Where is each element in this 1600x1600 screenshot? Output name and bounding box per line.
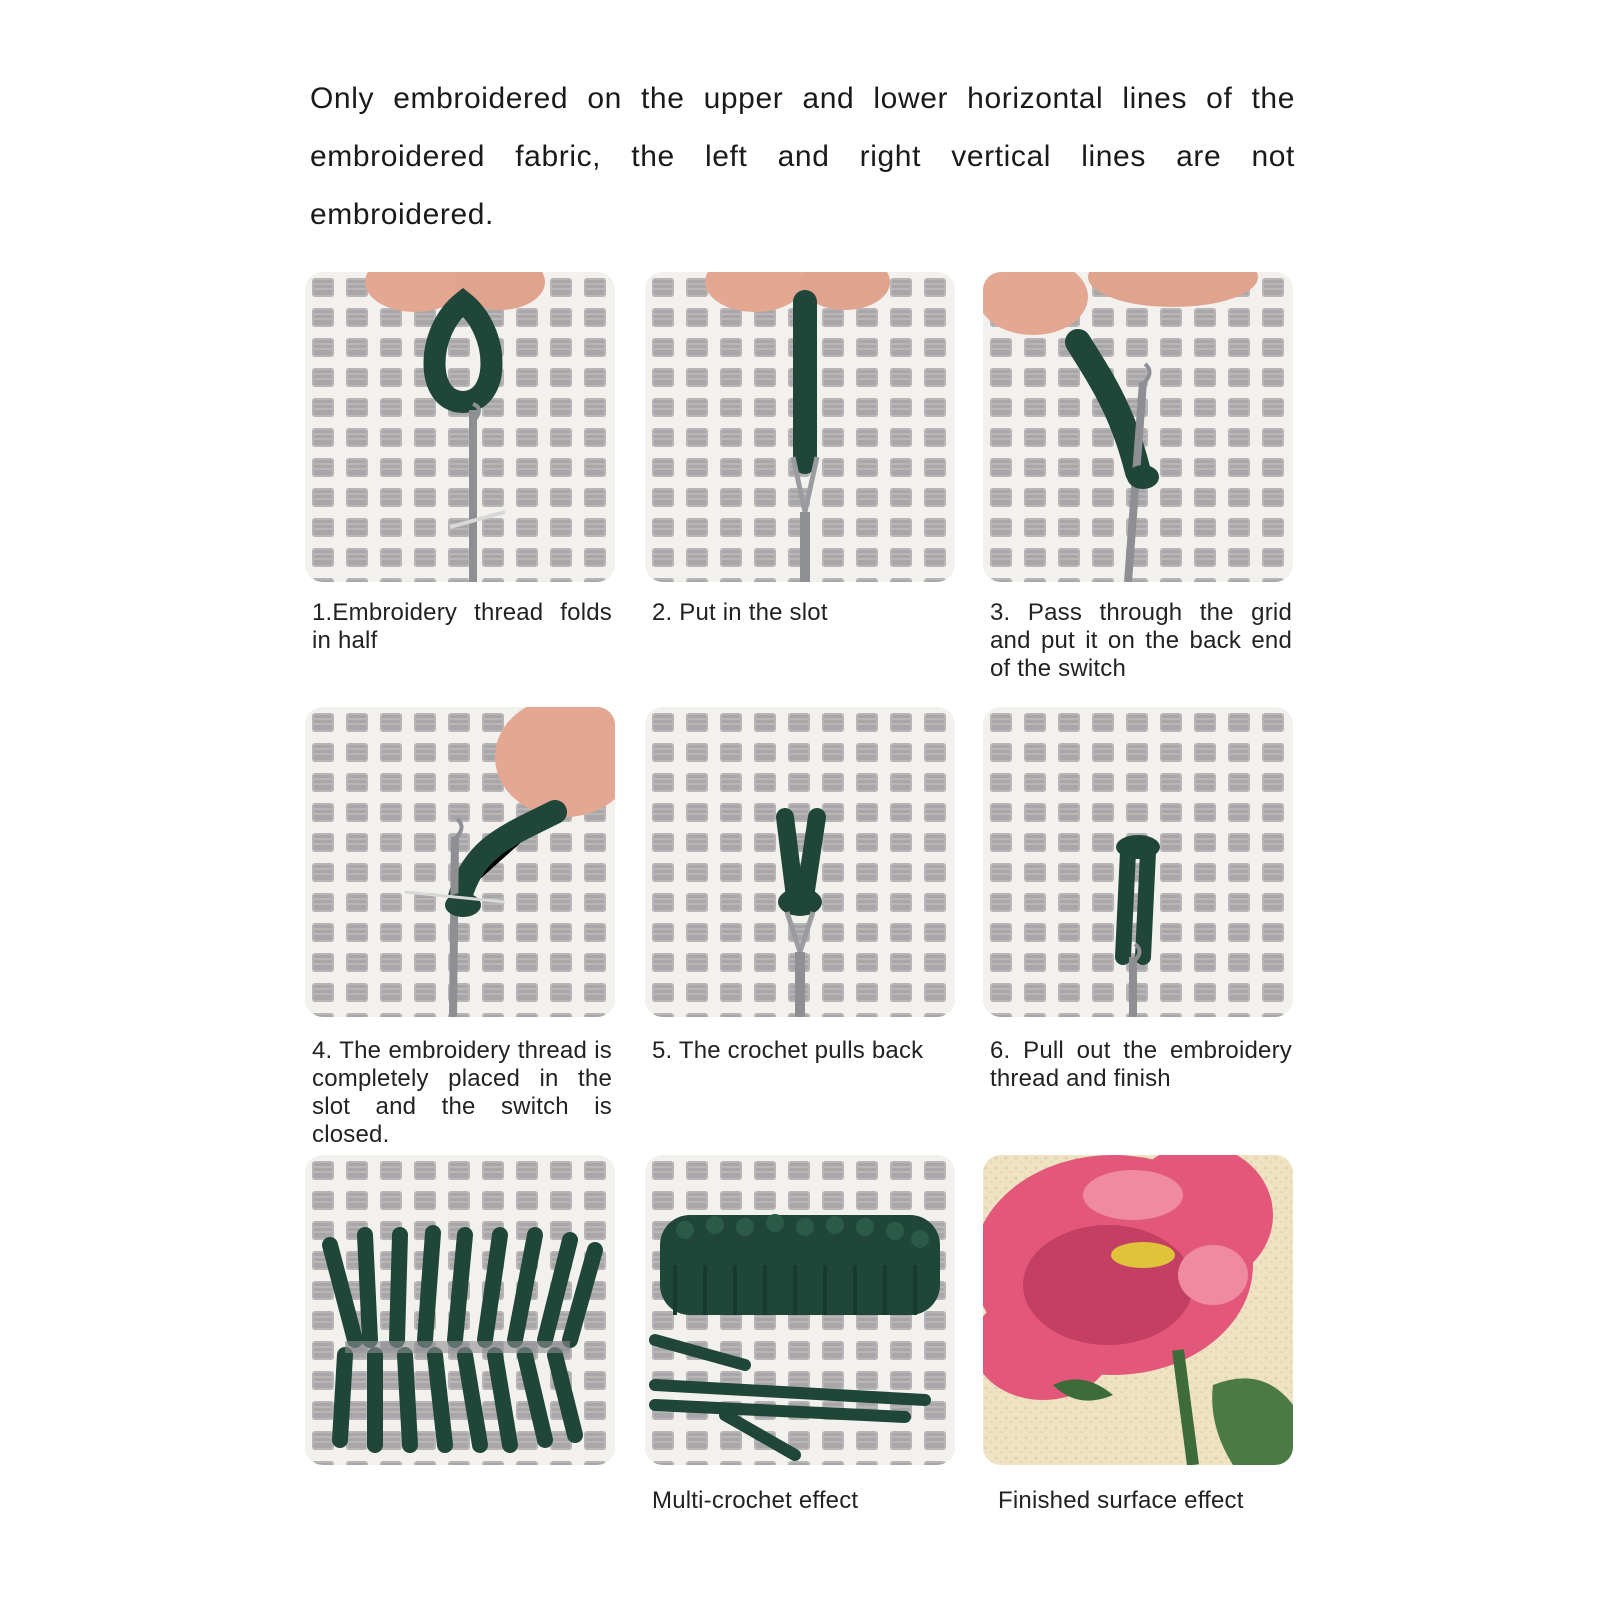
step-1-caption: 1.Embroidery thread folds in half [312, 599, 612, 654]
finished-surface-caption: Finished surface effect [998, 1487, 1244, 1514]
step-3-photo [983, 272, 1293, 582]
step-2-photo [645, 272, 955, 582]
multi-crochet-photo [645, 1155, 955, 1465]
step-5-photo [645, 707, 955, 1017]
row-pile-photo [305, 1155, 615, 1465]
step-4-caption: 4. The embroidery thread is completely placed in the slot and the switch is closed. [312, 1037, 612, 1148]
intro-text: Only embroidered on the upper and lower horizontal lines of the embroidered fabric, the left and right vertical lines are not embroidered. [310, 82, 1295, 231]
step-4-photo [305, 707, 615, 1017]
step-5-caption: 5. The crochet pulls back [652, 1037, 924, 1064]
multi-crochet-caption: Multi-crochet effect [652, 1487, 859, 1514]
step-6-photo [983, 707, 1293, 1017]
step-2-caption: 2. Put in the slot [652, 599, 828, 626]
step-3-caption: 3. Pass through the grid and put it on the back end of the switch [990, 599, 1292, 682]
finished-surface-photo [983, 1155, 1293, 1465]
step-6-caption: 6. Pull out the embroidery thread and finish [990, 1037, 1292, 1092]
step-1-photo [305, 272, 615, 582]
